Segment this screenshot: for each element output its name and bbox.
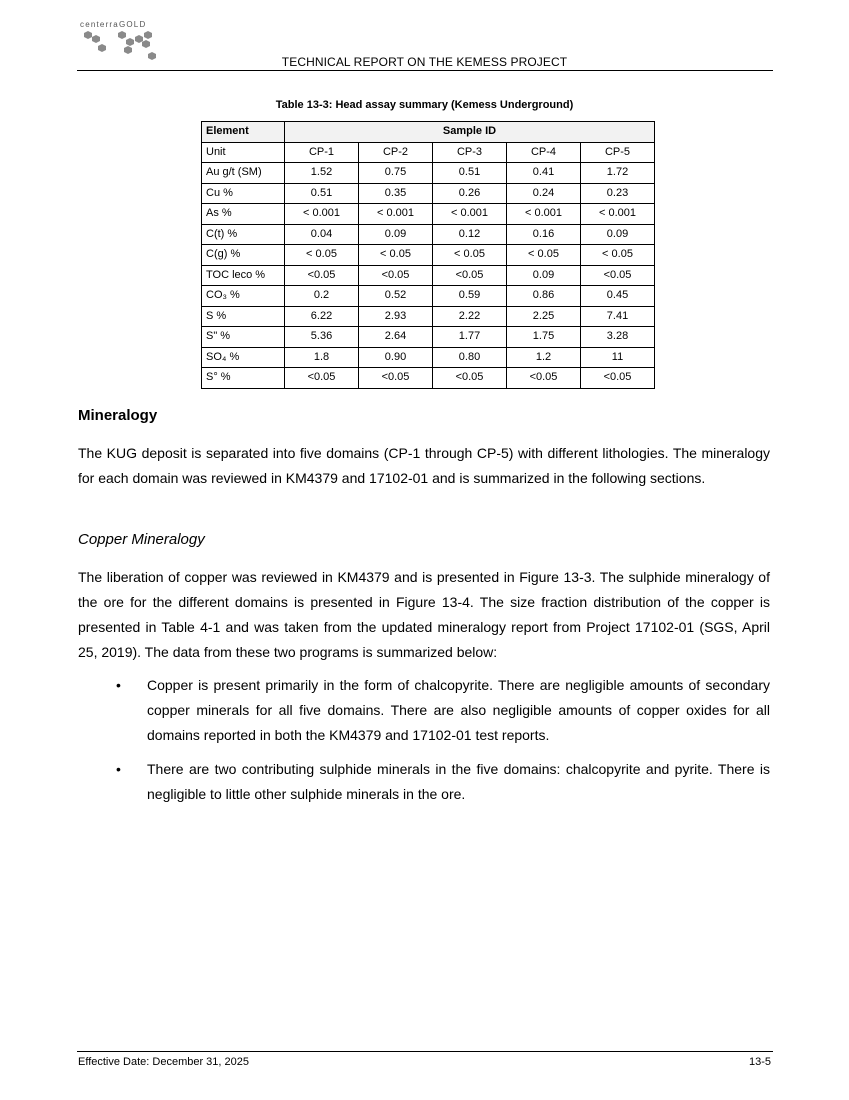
table-cell: <0.05 xyxy=(359,265,433,286)
table-cell: 2.64 xyxy=(359,327,433,348)
table-cell: <0.05 xyxy=(285,265,359,286)
table-cell: 0.2 xyxy=(285,286,359,307)
table-caption: Table 13-3: Head assay summary (Kemess Underground) xyxy=(275,99,574,111)
row-label: S" % xyxy=(202,327,285,348)
table-cell: 0.26 xyxy=(433,183,507,204)
table-row xyxy=(202,204,655,225)
table-cell: 1.77 xyxy=(433,327,507,348)
table-cell: 0.41 xyxy=(507,163,581,184)
table-cell: 2.93 xyxy=(359,306,433,327)
table-cell: 1.52 xyxy=(285,163,359,184)
table-cell: 1.8 xyxy=(285,347,359,368)
row-label: C(t) % xyxy=(202,224,285,245)
table-cell: 0.90 xyxy=(359,347,433,368)
table-cell: 0.23 xyxy=(581,183,655,204)
table-row xyxy=(202,265,655,286)
table-row xyxy=(202,368,655,389)
table-cell: 3.28 xyxy=(581,327,655,348)
table-row xyxy=(202,224,655,245)
page-number: 13-5 xyxy=(748,1056,771,1068)
header-divider xyxy=(77,70,773,71)
table-cell: 2.25 xyxy=(507,306,581,327)
column-header: CP-5 xyxy=(581,142,655,163)
table-cell: 0.75 xyxy=(359,163,433,184)
unit-label: Unit xyxy=(202,142,285,163)
paragraph: The KUG deposit is separated into five domains (CP-1 through CP-5) with different lithologies. The mineralogy for each domain was reviewed in KM4379 and 17102-01 and is summarized in the following sections. xyxy=(78,445,770,486)
table-cell: <0.05 xyxy=(507,368,581,389)
row-label: S° % xyxy=(202,368,285,389)
row-label: S % xyxy=(202,306,285,327)
table-header-sample-id: Sample ID xyxy=(285,122,655,143)
table-cell: 5.36 xyxy=(285,327,359,348)
bullet-list xyxy=(78,673,770,816)
table-cell: < 0.001 xyxy=(433,204,507,225)
table-cell: 1.72 xyxy=(581,163,655,184)
table-cell: < 0.001 xyxy=(285,204,359,225)
row-label: Cu % xyxy=(202,183,285,204)
column-header: CP-4 xyxy=(507,142,581,163)
table-header-row xyxy=(202,122,655,143)
list-item xyxy=(78,757,770,807)
table-cell: 1.75 xyxy=(507,327,581,348)
table-cell: 0.35 xyxy=(359,183,433,204)
table-cell: 2.22 xyxy=(433,306,507,327)
table-row xyxy=(202,286,655,307)
table-header-element: Element xyxy=(202,122,285,143)
table-cell: 0.16 xyxy=(507,224,581,245)
table-cell: 0.80 xyxy=(433,347,507,368)
table-cell: 0.45 xyxy=(581,286,655,307)
table-cell: <0.05 xyxy=(433,368,507,389)
column-header: CP-2 xyxy=(359,142,433,163)
table-cell: 0.51 xyxy=(433,163,507,184)
table-cell: 7.41 xyxy=(581,306,655,327)
table-cell: 6.22 xyxy=(285,306,359,327)
table-cell: 0.09 xyxy=(359,224,433,245)
subsection-heading: Copper Mineralogy xyxy=(78,531,205,548)
table-row xyxy=(202,347,655,368)
paragraph: The liberation of copper was reviewed in KM4379 and is presented in Figure 13-3. The sulphide mineralogy of the ore for the different domains is presented in Figure 13-4. The size fraction distribution of the copper is presented in Table 4-1 and was taken from the updated mineralogy report from Project 17102-01 (SGS, April 25, 2019). The data from these two programs is summarized below: xyxy=(78,569,770,660)
table-row xyxy=(202,306,655,327)
table-row xyxy=(202,327,655,348)
table-cell: <0.05 xyxy=(581,368,655,389)
table-cell: 0.86 xyxy=(507,286,581,307)
table-row xyxy=(202,183,655,204)
table-cell: 0.59 xyxy=(433,286,507,307)
table-row xyxy=(202,245,655,266)
report-title: TECHNICAL REPORT ON THE KEMESS PROJECT xyxy=(281,55,568,69)
table-row xyxy=(202,163,655,184)
bullet-icon: • xyxy=(116,761,121,777)
table-cell: <0.05 xyxy=(581,265,655,286)
table-cell: < 0.05 xyxy=(359,245,433,266)
table-cell: 0.12 xyxy=(433,224,507,245)
row-label: SO₄ % xyxy=(202,347,285,368)
row-label: CO₃ % xyxy=(202,286,285,307)
table-cell: < 0.001 xyxy=(359,204,433,225)
column-header: CP-3 xyxy=(433,142,507,163)
table-unit-row xyxy=(202,142,655,163)
row-label: TOC leco % xyxy=(202,265,285,286)
row-label: Au g/t (SM) xyxy=(202,163,285,184)
bullet-icon: • xyxy=(116,677,121,693)
table-cell: 0.09 xyxy=(507,265,581,286)
row-label: As % xyxy=(202,204,285,225)
table-cell: < 0.001 xyxy=(507,204,581,225)
logo-wordmark: centerraGOLD xyxy=(80,20,147,29)
section-heading: Mineralogy xyxy=(78,407,158,424)
table-cell: <0.05 xyxy=(285,368,359,389)
table-cell: 0.51 xyxy=(285,183,359,204)
list-item-text: There are two contributing sulphide minerals in the five domains: chalcopyrite and pyrite. There is negligible to little other sulphide minerals in the ore. xyxy=(147,761,770,802)
footer-divider xyxy=(77,1051,773,1052)
row-label: C(g) % xyxy=(202,245,285,266)
column-header: CP-1 xyxy=(285,142,359,163)
table-cell: 0.09 xyxy=(581,224,655,245)
table-cell: <0.05 xyxy=(433,265,507,286)
table-cell: 11 xyxy=(581,347,655,368)
table-cell: < 0.05 xyxy=(285,245,359,266)
table-cell: < 0.05 xyxy=(507,245,581,266)
effective-date: Effective Date: December 31, 2025 xyxy=(78,1056,250,1068)
head-assay-table xyxy=(201,121,655,389)
list-item-text: Copper is present primarily in the form of chalcopyrite. There are negligible amounts of secondary copper minerals for all five domains. There are also negligible amounts of copper oxides for all domains reported in both the KM4379 and 17102-01 test reports. xyxy=(147,677,770,743)
table-cell: < 0.05 xyxy=(433,245,507,266)
table-cell: <0.05 xyxy=(359,368,433,389)
table-cell: 0.52 xyxy=(359,286,433,307)
list-item xyxy=(78,673,770,748)
table-cell: 0.04 xyxy=(285,224,359,245)
table-cell: 0.24 xyxy=(507,183,581,204)
table-cell: < 0.001 xyxy=(581,204,655,225)
table-cell: < 0.05 xyxy=(581,245,655,266)
table-cell: 1.2 xyxy=(507,347,581,368)
